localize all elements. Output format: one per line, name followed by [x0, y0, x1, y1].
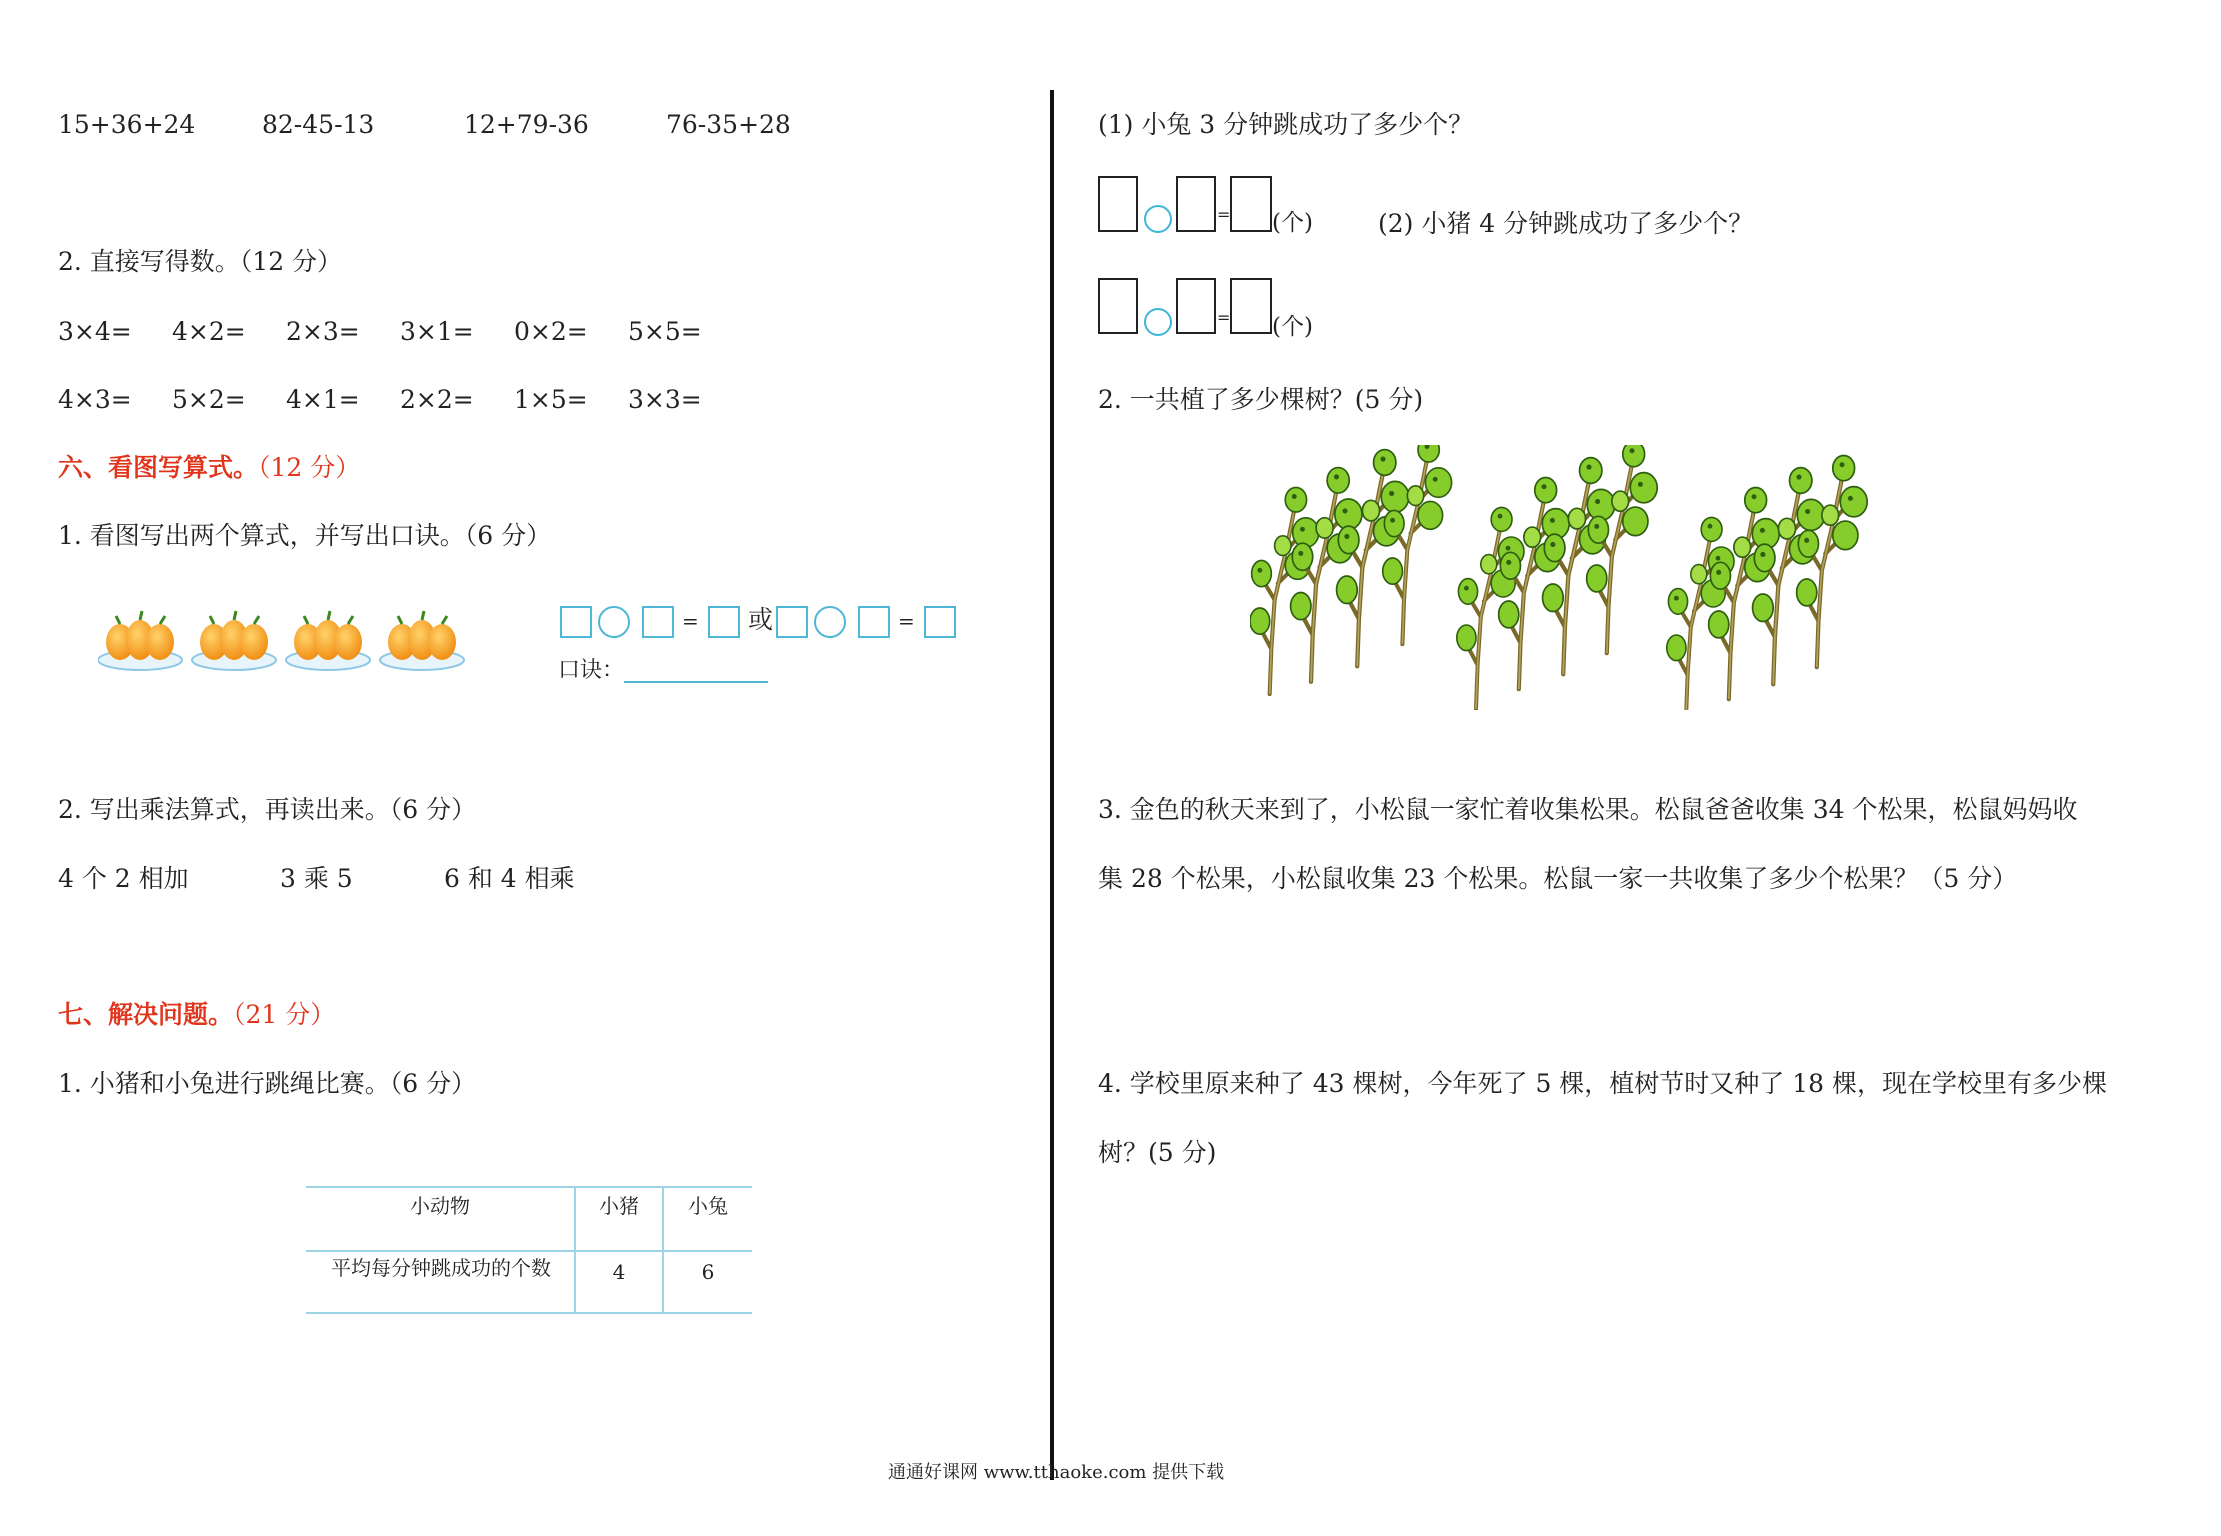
calc-expr-2: 82-45-13 [262, 110, 375, 139]
table-row-label: 平均每分钟跳成功的个数 [331, 1256, 551, 1280]
mult-fact-r2-3: 4×1= [286, 385, 360, 414]
mult-fact-r1-6: 5×5= [628, 317, 702, 346]
table-value-rabbit: 6 [701, 1260, 715, 1284]
mult-fact-r2-6: 3×3= [628, 385, 702, 414]
rabbit-equals-sign: = [1217, 205, 1231, 224]
tree-group-3 [1667, 456, 1867, 710]
pear-plate-1 [98, 611, 182, 670]
section-6-title: 六、看图写算式。 [58, 453, 259, 482]
answer-box-1[interactable] [560, 606, 592, 638]
rabbit-answer-box-3[interactable] [1230, 176, 1272, 232]
tree-group-1 [1250, 445, 1452, 694]
table-header-animal: 小动物 [410, 1194, 470, 1218]
equals-sign-2: = [898, 609, 915, 633]
mult-fact-r2-4: 2×2= [400, 385, 474, 414]
table-header-rabbit: 小兔 [688, 1194, 728, 1218]
section-7-heading [58, 1000, 335, 1030]
pear-plate-3 [286, 611, 370, 670]
equals-sign-1: = [682, 609, 699, 633]
r-question-2: 2. 一共植了多少棵树？(5 分) [1098, 385, 1424, 414]
pear-plates-illustration [98, 608, 468, 678]
section-6-heading [58, 453, 360, 483]
s6-question-2: 2. 写出乘法算式，再读出来。（6 分） [58, 795, 477, 824]
trees-illustration [1250, 445, 1890, 710]
answer-box-4[interactable] [776, 606, 808, 638]
operator-circle-2[interactable] [814, 606, 846, 638]
answer-box-2[interactable] [642, 606, 674, 638]
pig-answer-box-2[interactable] [1176, 278, 1216, 334]
calc-expr-1: 15+36+24 [58, 110, 196, 139]
rabbit-operator-circle[interactable] [1144, 205, 1172, 233]
column-divider [1050, 90, 1054, 1480]
or-label: 或 [748, 605, 774, 634]
operator-circle-1[interactable] [598, 606, 630, 638]
r-question-3-line-2: 集 28 个松果，小松鼠收集 23 个松果。松鼠一家一共收集了多少个松果？（5 分） [1098, 864, 2018, 893]
rabbit-unit: (个) [1272, 210, 1313, 236]
answer-box-5[interactable] [858, 606, 890, 638]
s6q2-item-2: 3 乘 5 [280, 864, 353, 893]
page-footer: 通通好课网 www.tthaoke.com 提供下载 [888, 1462, 1225, 1483]
r-question-3-line-1: 3. 金色的秋天来到了，小松鼠一家忙着收集松果。松鼠爸爸收集 34 个松果，松鼠妈妈收 [1098, 795, 2078, 824]
s7-question-1: 1. 小猪和小兔进行跳绳比赛。（6 分） [58, 1069, 477, 1098]
s6q2-item-3: 6 和 4 相乘 [444, 864, 575, 893]
r-question-4-line-2: 树？(5 分) [1098, 1138, 1217, 1167]
mult-fact-r1-5: 0×2= [514, 317, 588, 346]
rabbit-answer-box-1[interactable] [1098, 176, 1138, 232]
mult-fact-r1-1: 3×4= [58, 317, 132, 346]
mult-fact-r1-4: 3×1= [400, 317, 474, 346]
pear-plate-4 [380, 611, 464, 670]
r-question-1a: (1) 小兔 3 分钟跳成功了多少个？ [1098, 110, 1474, 139]
question-2-title: 2. 直接写得数。（12 分） [58, 247, 343, 276]
r-question-4-line-1: 4. 学校里原来种了 43 棵树，今年死了 5 棵，植树节时又种了 18 棵，现在学校里有多少棵 [1098, 1069, 2108, 1098]
koujue-answer-line[interactable] [624, 681, 768, 683]
pig-operator-circle[interactable] [1144, 308, 1172, 336]
tree-group-2 [1457, 445, 1657, 709]
pig-equals-sign: = [1217, 308, 1231, 327]
pig-unit: (个) [1272, 314, 1313, 340]
section-7-title: 七、解决问题。 [58, 1000, 234, 1029]
table-top-border [306, 1186, 752, 1188]
table-bottom-border [306, 1312, 752, 1314]
pear-plate-2 [192, 611, 276, 670]
koujue-label: 口诀： [558, 658, 625, 683]
mult-fact-r1-2: 4×2= [172, 317, 246, 346]
rabbit-answer-box-2[interactable] [1176, 176, 1216, 232]
table-mid-border [306, 1250, 752, 1252]
mult-fact-r2-1: 4×3= [58, 385, 132, 414]
calc-expr-4: 76-35+28 [666, 110, 791, 139]
table-header-pig: 小猪 [599, 1194, 639, 1218]
calc-expr-3: 12+79-36 [464, 110, 589, 139]
pig-answer-box-1[interactable] [1098, 278, 1138, 334]
s6-question-1: 1. 看图写出两个算式，并写出口诀。（6 分） [58, 521, 552, 550]
mult-fact-r1-3: 2×3= [286, 317, 360, 346]
s6q2-item-1: 4 个 2 相加 [58, 864, 189, 893]
mult-fact-r2-5: 1×5= [514, 385, 588, 414]
answer-box-6[interactable] [924, 606, 956, 638]
mult-fact-r2-2: 5×2= [172, 385, 246, 414]
pig-answer-box-3[interactable] [1230, 278, 1272, 334]
r-question-1b: (2) 小猪 4 分钟跳成功了多少个？ [1378, 209, 1754, 238]
table-value-pig: 4 [612, 1260, 626, 1284]
answer-box-3[interactable] [708, 606, 740, 638]
section-6-score: （12 分） [258, 453, 361, 482]
section-7-score: （21 分） [233, 1000, 336, 1029]
